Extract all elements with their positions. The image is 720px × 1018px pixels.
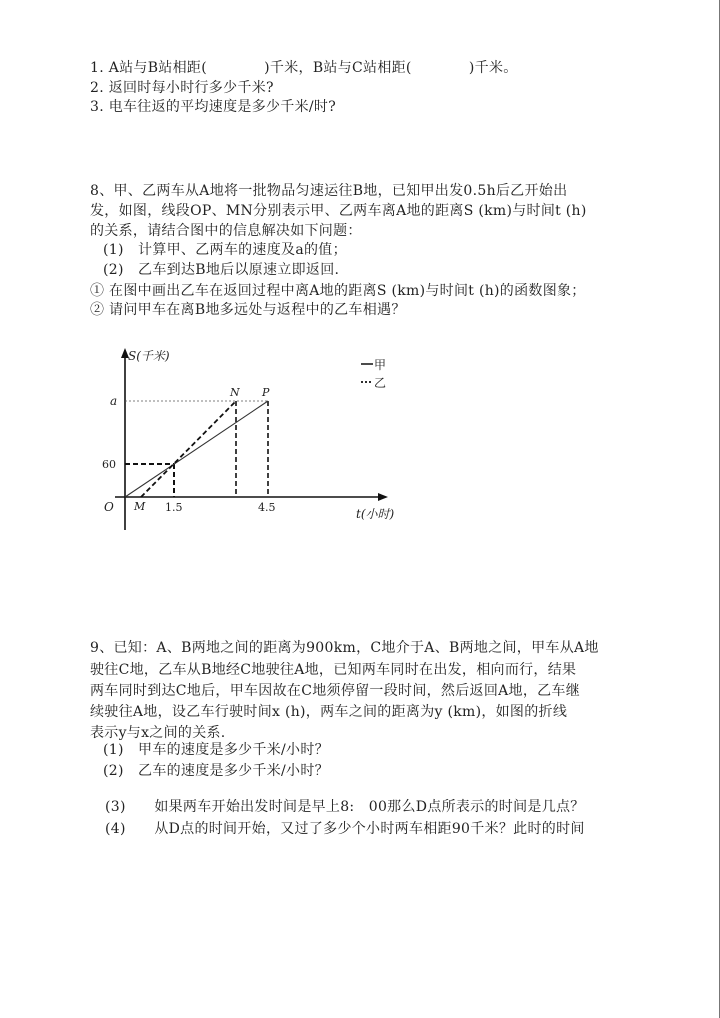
origin-label: O bbox=[104, 500, 114, 514]
q9-intro-line-5: 表示y与x之间的关系. bbox=[90, 725, 226, 741]
legend-jia-label: 甲 bbox=[374, 358, 387, 372]
q9-intro-line-1: 9、已知：A、B两地之间的距离为900km，C地介于A、B两地之间，甲车从A地 bbox=[90, 640, 599, 656]
x-axis-label: t(小时) bbox=[356, 507, 395, 521]
y-tick-a: a bbox=[110, 394, 118, 408]
q8-intro-line-2: 发，如图，线段OP、MN分别表示甲、乙两车离A地的距离S (km)与时间t (h) bbox=[90, 203, 587, 219]
q9-intro-line-4: 续驶往A地，设乙车行驶时间x (h)，两车之间的距离为y (km)，如图的折线 bbox=[90, 704, 568, 720]
y-tick-60: 60 bbox=[102, 458, 116, 471]
point-p-label: P bbox=[262, 386, 270, 399]
prev-question-line-2: 2. 返回时每小时行多少千米? bbox=[90, 80, 274, 96]
x-tick-4-5: 4.5 bbox=[258, 501, 276, 514]
q9-part-3: (3) 如果两车开始出发时间是早上8: 00那么D点所表示的时间是几点？ bbox=[105, 799, 585, 815]
q8-intro-line-3: 的关系，请结合图中的信息解决如下问题： bbox=[90, 223, 362, 239]
q8-sub-2: ② 请问甲车在离B地多远处与返程中的乙车相遇？ bbox=[90, 302, 406, 318]
q9-part-2: (2) 乙车的速度是多少千米/小时？ bbox=[103, 763, 329, 779]
line-mn-yi bbox=[141, 401, 236, 497]
q8-sub-1: ① 在图中画出乙车在返回过程中离A地的距离S (km)与时间t (h)的函数图象； bbox=[90, 283, 586, 299]
q9-part-1: (1) 甲车的速度是多少千米/小时？ bbox=[103, 742, 329, 758]
q9-part-4: (4) 从D点的时间开始，又过了多少个小时两车相距90千米？此时的时间 bbox=[105, 821, 585, 837]
q8-part-1: (1) 计算甲、乙两车的速度及a的值； bbox=[103, 242, 347, 258]
legend-yi-label: 乙 bbox=[374, 376, 387, 390]
y-axis-label: S(千米) bbox=[128, 349, 170, 363]
prev-question-line-3: 3. 电车往返的平均速度是多少千米/时? bbox=[90, 99, 337, 115]
line-op-jia bbox=[125, 401, 268, 497]
q9-intro-line-3: 两车同时到达C地后，甲车因故在C地须停留一段时间，然后返回A地，乙车继 bbox=[90, 683, 581, 699]
q9-intro-line-2: 驶往C地，乙车从B地经C地驶往A地，已知两车同时在出发，相向而行，结果 bbox=[90, 662, 577, 678]
prev-question-line-1: 1. A站与B站相距( )千米，B站与C站相距( )千米。 bbox=[90, 60, 518, 76]
point-m-label: M bbox=[134, 500, 146, 513]
x-axis-arrow bbox=[378, 493, 388, 501]
q8-part-2: (2) 乙车到达B地后以原速立即返回. bbox=[103, 262, 340, 278]
point-n-label: N bbox=[230, 386, 240, 399]
q8-intro-line-1: 8、甲、乙两车从A地将一批物品匀速运往B地，已知甲出发0.5h后乙开始出 bbox=[90, 183, 568, 199]
x-tick-1-5: 1.5 bbox=[165, 501, 183, 514]
